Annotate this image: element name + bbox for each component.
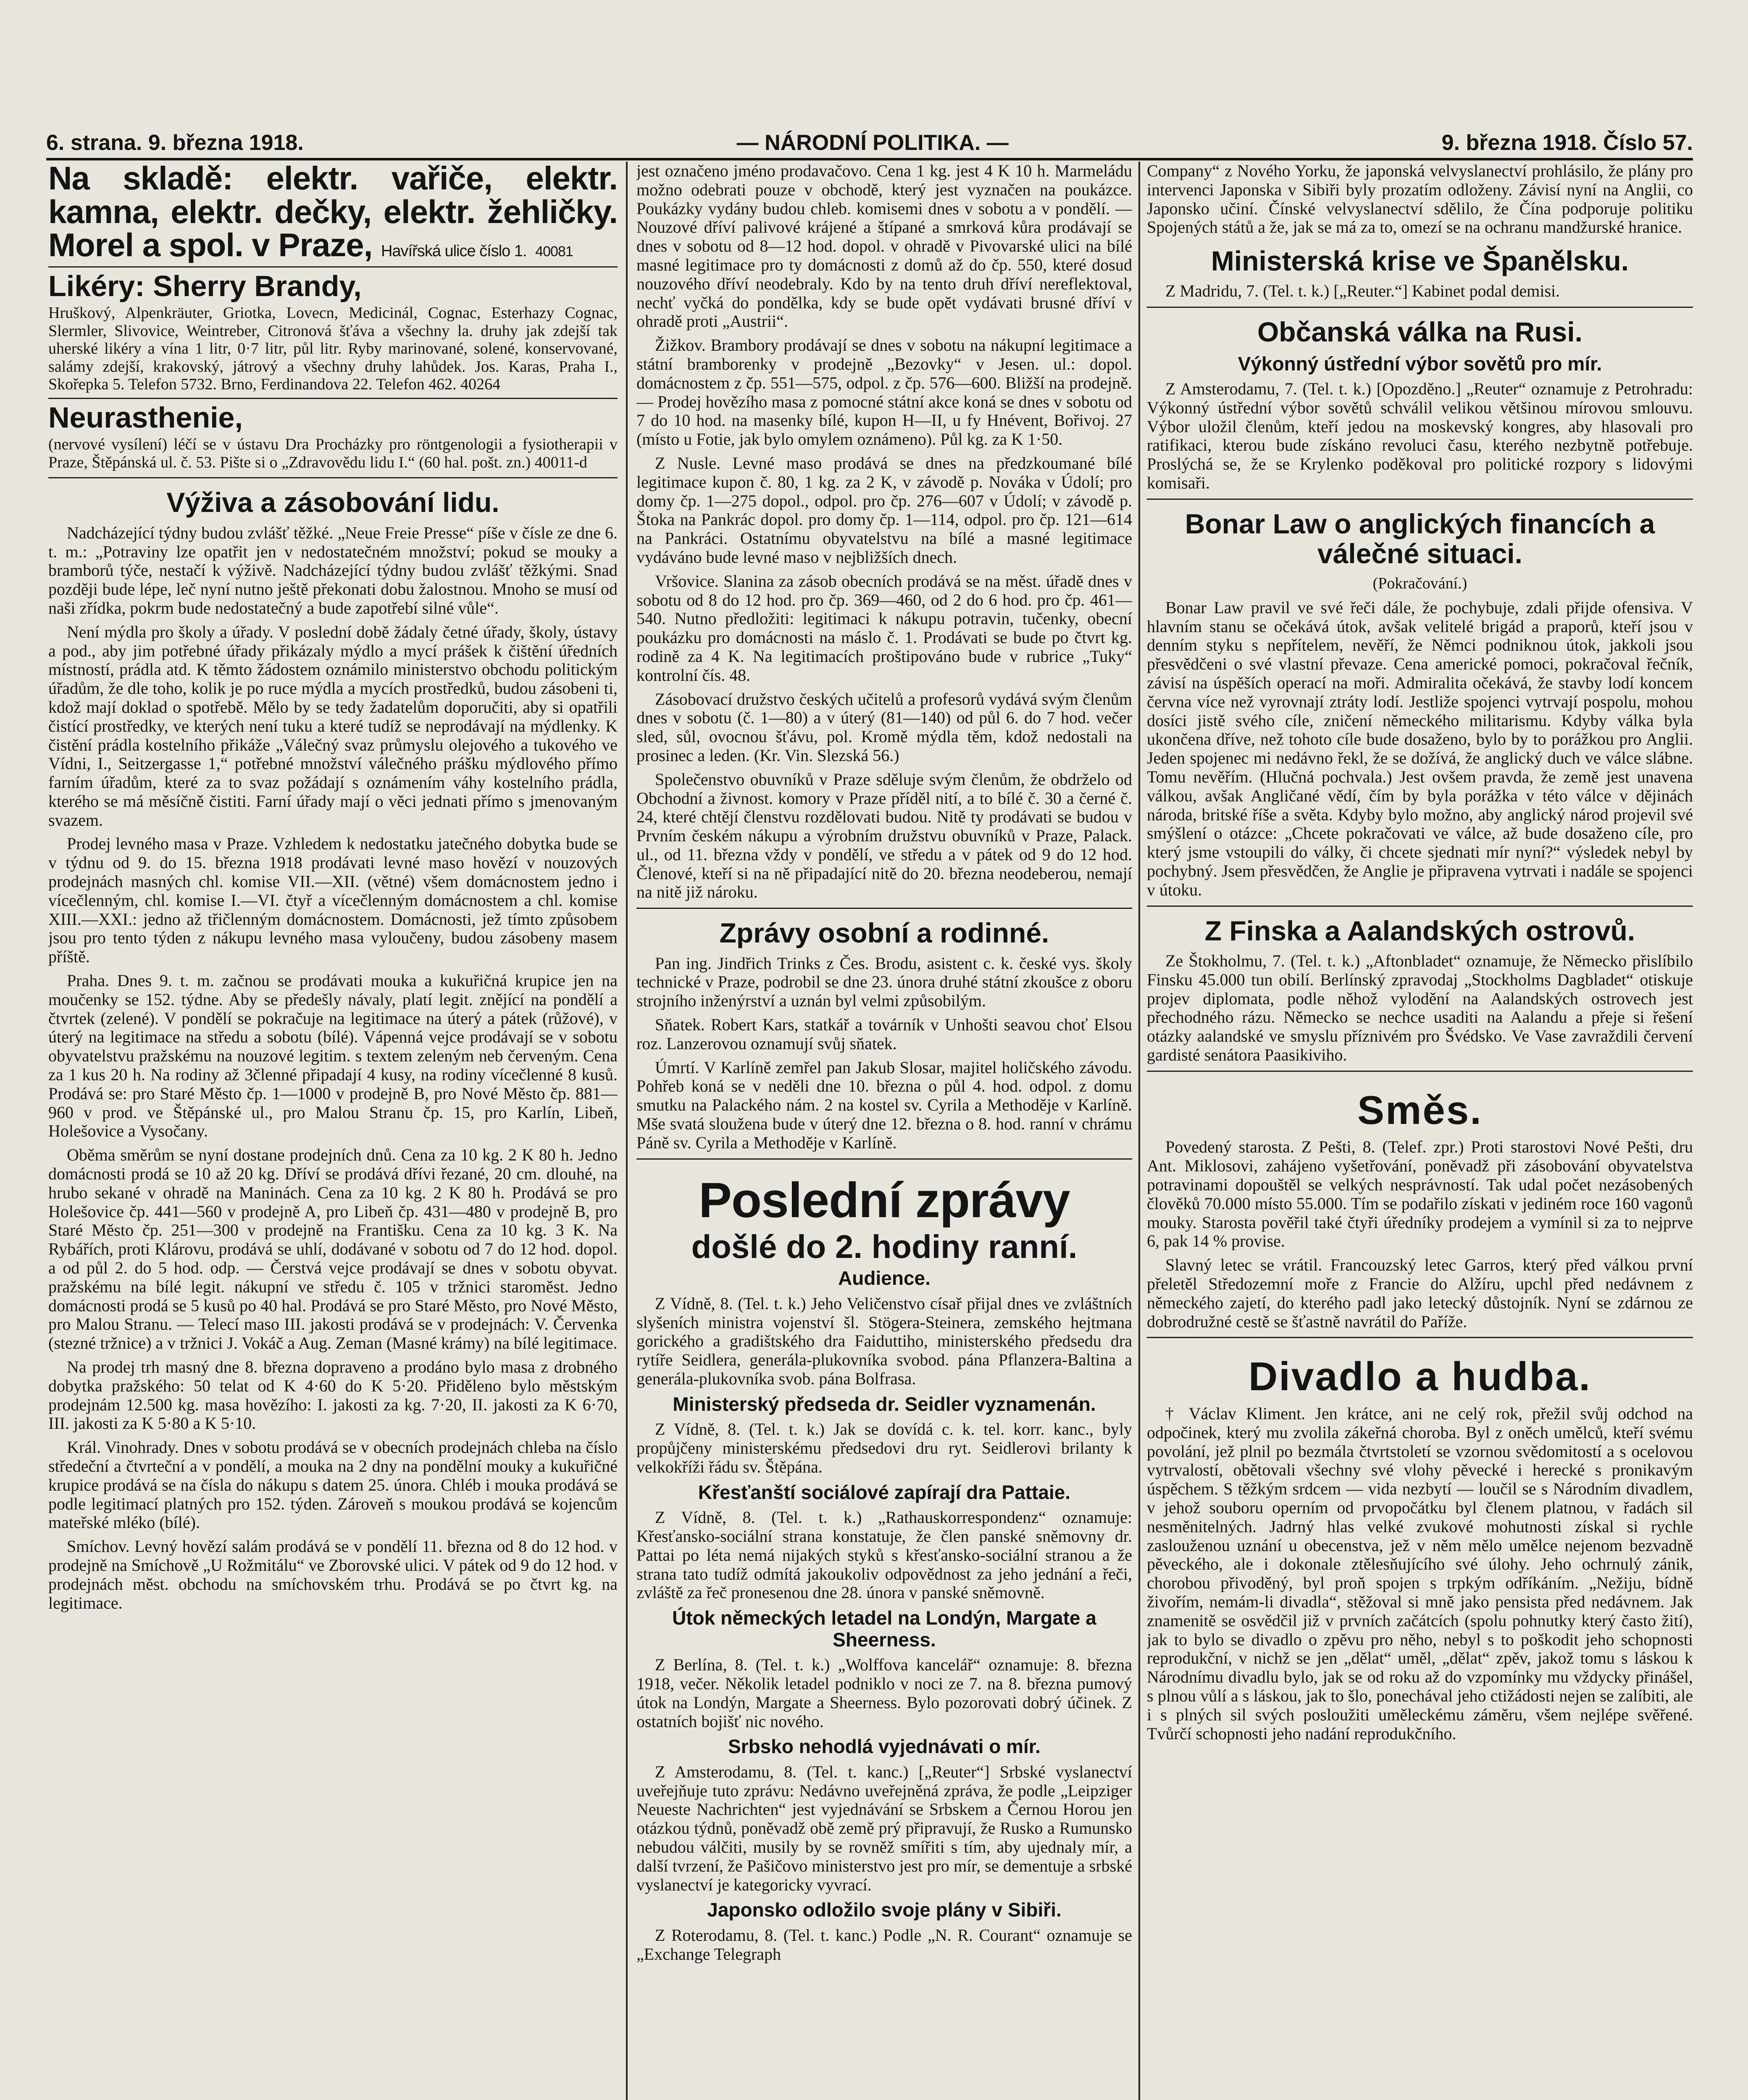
section-title-food-supply: Výživa a zásobování lidu.	[166, 487, 499, 518]
article-paragraph: Vršovice. Slanina za zásob obecních prodává se na měst. úřadě dnes v sobotu od 8 do 12 hod. pro čp. 369—460, od 2 do 6 hod. pro čp. 461—540. Nutno předložiti: legitimaci k nákupu potravin, tučenky, obecní poukázku pro domácnosti na máslo č. 1. Prodávati se bude po čtvrt kg. rodině za 4 K. Na legitimacích proštipováno bude v rubrice „Tuky“ kontrolní čís. 48.	[636, 571, 1132, 685]
column-3	[1147, 162, 1693, 2100]
continuation-note: (Pokračování.)	[1372, 575, 1467, 593]
divider	[1147, 1337, 1693, 1338]
headline-london: Útok německých letadel na Londýn, Margate a Sheerness.	[672, 1607, 1096, 1651]
section-title-misc: Směs.	[1357, 1087, 1483, 1133]
headline-seidler: Ministerský předseda dr. Seidler vyznamenán.	[673, 1393, 1096, 1415]
article-paragraph: Prodej levného masa v Praze. Vzhledem k nedostatku jatečného dobytka bude se v týdnu od 9. do 15. března 1918 prodávati levné maso hovězí v nouzových prodejnách masných chl. komise VII.—XII. (větné) všem domácnostem jedno i vícečlenným, chl. komise I.—VI. čtyř a vícečlenným domácnostem a chl. komise XIII.—XXI.: jedno až třičlenným domácnostem. Domácnosti, jež tímto způsobem jsou pro tento týden z nákupu levného masa vyloučeny, budou zásobeny masem příště.	[48, 834, 618, 966]
headline-spain: Ministerská krise ve Španělsku.	[1211, 245, 1629, 277]
divider	[1147, 307, 1693, 308]
article-paragraph: Slavný letec se vrátil. Francouzský letec Garros, který před válkou první přeletěl Středozemní moře z Francie do Alžíru, upchl před nedávnem z německého zajetí, do kterého padl jako letecký důstojník. Nyní se zdárnou ze dobrodružné cestě se šťastně navrátil do Paříže.	[1147, 1255, 1693, 1331]
article-paragraph: Z Vídně, 8. (Tel. t. k.) Jeho Veličenstvo císař přijal dnes ve zvláštních slyšeních ministra vojenství šl. Stögera-Steinera, zemského hejtmana gorického a gradištského dra Faiduttiho, ministerského předsedu dra rytíře Seidlera, generála-plukovníka svobod. pána Pflanzera-Baltina a generála-plukovníka svob. pána Bolfrasa.	[636, 1294, 1132, 1388]
divider	[48, 477, 618, 478]
article-paragraph: Praha. Dnes 9. t. m. začnou se prodávati mouka a kukuřičná krupice jen na moučenky se 152. týdne. Aby se předešly návaly, platí legit. znějící na pondělí a čtvrtek (zelené). V pondělí se pokračuje na legitimace na úterý a pátek (růžové), v úterý na legitimace na středu a sobotu (bílé). Vápenná vejce prodávají se v sobotu obyvatelstvu pražskému na nouzové legitim. s textem zeleným neb červeným. Cena za 1 kus 20 h. Na rodiny až 3členné připadají 4 kusy, na rodiny vícečlenné 8 kusů. Prodává se: pro Staré Město čp. 1—1000 v prodejně B, pro Nové Město čp. 881—960 v prod. ve Štěpánské ul., pro Malou Stranu čp. 15, pro Karlín, Libeň, Holešovice a Vysočany.	[48, 971, 618, 1141]
article-paragraph: Z Roterodamu, 8. (Tel. t. kanc.) Podle „N. R. Courant“ oznamuje se „Exchange Telegraph	[636, 1925, 1132, 1964]
article-paragraph: Pan ing. Jindřich Trinks z Čes. Brodu, asistent c. k. české vys. školy technické v Praze, podrobil se dne 23. února druhé státní zkoušce z oboru strojního inženýrství a uznán byl velmi způsobilým.	[636, 953, 1132, 1011]
headline-audience: Audience.	[838, 1267, 931, 1289]
article-paragraph: Z Vídně, 8. (Tel. t. k.) „Rathauskorrespondenz“ oznamuje: Křesťansko-sociální strana konstatuje, že člen panské sněmovny dr. Pattai po léta nemá nijakých styků s křesťansko-sociální stranou a že strana tato tudíž odmítá jakoukoliv odpovědnost za jeho jednání a řeči, zvláště za řeč pronesenou dne 28. února v panské sněmovně.	[636, 1508, 1132, 1602]
article-paragraph: Company“ z Nového Yorku, že japonská velvyslanectví prohlásilo, že plány pro intervenci Japonska v Sibiři byly prozatím odloženy. Závisí nyní na Anglii, co Japonsko učiní. Čínské velvyslanectví sdělilo, že Čína podporuje politiku Spojených států a že, jak se má za to, omezí se na ochranu mandžurské hranice.	[1147, 162, 1693, 237]
article-paragraph: Ze Štokholmu, 7. (Tel. t. k.) „Aftonbladet“ oznamuje, že Německo přislíbilo Finsku 45.000 tun obilí. Berlínský zpravodaj „Stockholms Dagbladet“ otiskuje projev diplomata, podle něhož vylodění na Aalandských ostrovech jest přechodného rázu. Německo se nechce usaditi na Aalandu a přeje si řešení otázky aalandské ve smyslu příznivém pro Švédsko. Ve Vase zavraždili červení gardisté senátora Paasikiviho.	[1147, 951, 1693, 1064]
divider	[1147, 1071, 1693, 1072]
headline-pattai: Křesťanští sociálové zapírají dra Pattaie.	[698, 1481, 1071, 1503]
divider	[1147, 499, 1693, 500]
advertisement-karas-title: Likéry: Sherry Brandy,	[48, 266, 618, 302]
article-paragraph: Král. Vinohrady. Dnes v sobotu prodává se v obecních prodejnách chleba na číslo středeční a čtvrteční a v pondělí, a mouka na 2 dny na pondělní mouky a kukuřičné krupice prodává se na čísla do nákupu s datem 25. února. Chléb i mouka prodává se podle legitimací platných pro 152. týden. Zároveň s moukou prodává se kojencům mateřské mléko (bílé).	[48, 1438, 618, 1532]
section-subtitle-latest-news: došlé do 2. hodiny ranní.	[691, 1228, 1078, 1265]
advertisement-neurasthenie-title: Neurasthenie,	[48, 398, 618, 433]
header-masthead: — NÁRODNÍ POLITIKA. —	[736, 131, 1009, 155]
article-paragraph: Žižkov. Brambory prodávají se dnes v sobotu na nákupní legitimace a státní bramborenky v prodejně „Bezovky“ v Jesen. ul.: dopol. domácnostem z čp. 551—575, odpol. z čp. 576—600. Bližší na prodejně. — Prodej hovězího masa z pomocné státní akce koná se dnes v sobotu od 7 do 10 hod. na masenky bílé, kupon H—II, u fy Hnévent, Bořivoj. 27 (místo u Fotie, jak bylo omylem oznámeno). Půl kg. za K 1·50.	[636, 336, 1132, 449]
section-title-theatre: Divadlo a hudba.	[1248, 1354, 1592, 1399]
headline-japan: Japonsko odložilo svoje plány v Sibiři.	[707, 1899, 1062, 1921]
section-title-latest-news: Poslední zprávy	[699, 1172, 1070, 1228]
article-paragraph: Nadcházející týdny budou zvlášť těžké. „Neue Freie Presse“ píše v čísle ze dne 6. t. m.: „Potraviny lze opatřit jen v nedostatečném množství; pokud se mouky a bramborů týče, nestačí k výživě. Nadcházející týdny budou zvlášť těžkými. Snad později bude lépe, leč nyní nutno ještě překonati dobu žalostnou. Mnoho se musí od naši zřídka, pokrm bude nedostatečný a bude zapotřebí silné vůle“.	[48, 523, 618, 617]
section-title-personal: Zprávy osobní a rodinné.	[719, 917, 1049, 949]
article-paragraph: Oběma směrům se nyní dostane prodejních dnů. Cena za 10 kg. 2 K 80 h. Jedno domácnosti prodá se 10 až 20 kg. Dříví se prodává dřívi řezané, 20 cm. dlouhé, na hrubo sekané v ohradě na Maninách. Cena za 10 kg. 2 K 80 h. Prodává se pro Holešovice čp. 441—560 v prodejně A, pro Libeň čp. 431—480 v prodejně B, pro Staré Město čp. 251—300 v prodejně na Františku. Cena za 10 kg. 3 K. Na Rybářích, proti Klárovu, prodává se uhlí, dodávané v sobotu od 7 do 12 hod. dopol. a od půl 2. do 5 hod. odp. — Čerstvá vejce prodávají se dnes v sobotu obyvat. pražskému na bílé legit. nákupní ve středu č. 105 v tržnici staroměst. Jedno domácnosti prodá se 5 kusů po 40 hal. Prodává se pro Staré Město, pro Nové Město, pro Malou Stranu. — Telecí maso III. jakosti prodává se v prodejnách: V. Červenka (stezné tržnice) a v tržnici J. Vokáč a Aug. Zeman (Masné krámy) na bílé legitimace.	[48, 1145, 618, 1353]
column-rule-2	[1138, 162, 1140, 2100]
article-paragraph: Z Vídně, 8. (Tel. t. k.) Jak se dovídá c. k. tel. korr. kanc., byly propůjčeny ministerskému předsedovi dru ryt. Seidlerovi brilanty k velkokříži řádu sv. Štěpána.	[636, 1420, 1132, 1476]
article-paragraph: Úmrtí. V Karlíně zemřel pan Jakub Slosar, majitel holičského závodu. Pohřeb koná se v neděli dne 10. března o půl 4. hod. odpol. z domu smutku na Palackého nám. 2 na kostel sv. Cyrila a Methoděje v Karlíně. Mše svatá sloužena bude v úterý dne 12. března o 8. hod. ranní v chrámu Páně sv. Cyrila a Methoděje v Karlíně.	[636, 1058, 1132, 1152]
headline-finland: Z Finska a Aalandských ostrovů.	[1204, 915, 1635, 946]
article-paragraph: † Václav Kliment. Jen krátce, ani ne celý rok, přežil svůj odchod na odpočinek, který mu zvolila zákeřná choroba. Byl z oněch umělců, kteří svému povolání, jež plnil po bezmála čtvrtstoletí se vzornou svědomitostí a s ocelovou vytrvalostí, obětovali všechny své vlohy pěvecké i herecké s pronikavým úspěchem. S těžkým srdcem — vida nezbytí — loučil se s Národním divadlem, v jehož souboru operním od prvopočátku byl členem platnou, v řadách sil nesměnitelných. Jadrný hlas velké zvukové mohutnosti získal si rychle zaslouženou uznání u obecenstva, jež v něm mělo umělce nejenom bezvadně pěveckého, ale i dokonale ztělesňujícího své úlohy. Jeho ochrnulý zánik, chorobou přivoděný, byl proň spojen s trpkým odříkáním. „Nežiju, bídně živořím, nemám-li divadla“, stěžoval si mně jako pensista před nedávnem. Jak znamenitě se osvědčil již v prvních začátcích (spolu pohnutky který často žití), jak to bylo se divadlo o zpěvu pro něho, nebyl s to poškodit jeho schopnosti reprodukční, v nichž se jen „dělat“ uměl, „dělat“ zpěv, jakož tomu s láskou k Národnímu divadlu bylo, jak se od roku až do vzpomínky mu vždycky přinášel, s plnou vůlí a s láskou, jak to šlo, ponechával jeho ctižádosti nejen se zalíbiti, ale i s plných sil svých posloužiti uměleckému záměru, všem nejlépe svěřené. Tvůrčí schopnosti jeho nadání reprodukčního.	[1147, 1404, 1693, 1743]
article-paragraph: Zásobovací družstvo českých učitelů a profesorů vydává svým členům dnes v sobotu (č. 1—80) a v úterý (81—140) od půl 6. do 7 hod. večer sled, sůl, ovocnou šťávu, pol. Kromě mýdla těm, kdož nedostali na prosinec a leden. (Kr. Vin. Slezská 56.)	[636, 689, 1132, 765]
article-paragraph: Na prodej trh masný dne 8. března dopraveno a prodáno bylo masa z drobného dobytka pražského: 50 telat od K 4·60 do K 5·20. Přiděleno bylo městským prodejnám 12.500 kg. masa hovězího: I. jakosti za kg. 7·20, II. jakosti za K 6·70, III. jakosti za K 5·80 a K 5·10.	[48, 1357, 618, 1433]
column-1	[48, 162, 618, 2100]
header-left: 6. strana. 9. března 1918.	[46, 131, 304, 155]
header-right: 9. března 1918. Číslo 57.	[1441, 131, 1693, 155]
article-paragraph: Z Amsterodamu, 8. (Tel. t. kanc.) [„Reuter“] Srbské vyslanectví uveřejňuje tuto zprávu: Nedávno uveřejněná zpráva, že podle „Leipziger Neueste Nachrichten“ jest vyjednávání se Srbskem a Černou Horou jen otázkou týdnů, poněvadž obě země prý připravují, že Rusko a Rumunsko nebudou válčiti, musily by se rovněž smířiti s tím, aby ujednaly mír, a další tvrzení, že Pašičovo ministerstvo jest pro mír, se dementuje a srbské vyslanectví je kategoricky vyvrací.	[636, 1762, 1132, 1894]
column-2	[636, 162, 1132, 2100]
divider	[636, 908, 1132, 909]
advertisement-morel: Na skladě: elektr. vařiče, elektr. kamna, elektr. dečky, elektr. žehličky. Morel a spol. v Praze, Havířská ulice číslo 1. 40081	[48, 162, 618, 264]
article-paragraph: Povedený starosta. Z Pešti, 8. (Telef. zpr.) Proti starostovi Nové Pešti, dru Ant. Miklosovi, zahájeno vyšetřování, poněvadž při zásobování obyvatelstva potravinami dopouštěl se velkých nesprávností. Tak udal počet nezásobených člověků 70.000 místo 55.000. Tím se podařilo získati v jediném roce 160 vagonů mouky. Starosta pověřil také čtyři úředníky prodejem a vymínil si za to nejprve 6, pak 14 % provise.	[1147, 1137, 1693, 1251]
advertisement-karas-text: Hruškový, Alpenkräuter, Griotka, Lovecn, Medicinál, Cognac, Esterhazy Cognac, Slermler, Slivovice, Weintreber, Citronová šťáva a všechny la. druhy jak zdejší tak uherské likéry a vína 1 litr, 0·7 litr, půl litr. Ryby marinované, solené, konservované, salámy zdejší, krakovský, játrový a všechny druhy lahůdek. Jos. Karas, Praha I., Skořepka 5. Telefon 5732. Brno, Ferdinandova 22. Telefon 462. 40264	[48, 304, 618, 394]
article-paragraph: Z Nusle. Levné maso prodává se dnes na předzkoumané bílé legitimace kupon č. 80, 1 kg. za 2 K, v závodě p. Nováka v Údolí; pro domy čp. 1—275 dopol., odpol. pro čp. 276—607 v Údolí; v závodě p. Štoka na Pankrác dopol. pro domy čp. 1—114, odpol. pro čp. 121—614 na Pankráci. Ostatnímu obyvatelstvu na bílé a masné legitimace vydáváno bude levné maso v nejbližších dnech.	[636, 453, 1132, 567]
headline-bonar-law: Bonar Law o anglických financích a válečné situaci.	[1185, 508, 1655, 570]
article-paragraph: jest označeno jméno prodavačovo. Cena 1 kg. jest 4 K 10 h. Marmeládu možno odebrati pouze v obchodě, který jest vyznačen na poukázce. Poukázky vydány budou chleb. komisemi dnes v sobotu a v pondělí. — Nouzové dříví palivové krájené a štípané a smrková kůra prodávají se dnes v sobotu od 8—12 hod. dopol. v ohradě v Pivovarské ulici na bílé masné legitimace pro ty domácnosti z domů až do čp. 550, které dosud nouzového dříví neodebraly. Kdo by na tento druh dříví nereflektoval, nechť vyčká do pondělka, kdy se bude opět vydávati brusné dříví v ohradě proti „Austrii“.	[636, 162, 1132, 331]
article-paragraph: Smíchov. Levný hovězí salám prodává se v pondělí 11. března od 8 do 12 hod. v prodejně na Smíchově „U Rožmitálu“ ve Zborovské ulici. V pátek od 9 do 12 hod. v prodejnách měst. obchodu na smíchovském trhu. Prodává se po čtvrt kg. na legitimace.	[48, 1537, 618, 1612]
article-paragraph: Společenstvo obuvníků v Praze sděluje svým členům, že obdrželo od Obchodní a živnost. komory v Praze příděl nití, a to bílé č. 30 a černé č. 24, které chtějí členstvu rozdělovati budou. Nitě ty prodávati se budou v Prvním českém nákupu a výrobním družstvu obuvníků v Praze, Palack. ul., od 11. března vždy v pondělí, ve středu a v pátek od 9 do 12 hod. Členové, kteří si na ně připadající nitě do 20. března neodeberou, nemají na nitě již nároku.	[636, 769, 1132, 902]
article-paragraph: Z Amsterodamu, 7. (Tel. t. k.) [Opozděno.] „Reuter“ oznamuje z Petrohradu: Výkonný ústřední výbor sovětů schválil velikou většinou mírovou smlouvu. Výbor uložil členům, kteří jedou na moskevský kongres, aby hlasovali pro ratifikaci, kterou bude získáno revoluci času, kterého nezbytně potřebuje. Proslýchá se, že se Krylenko poděkoval pro politické rozpory s lidovými komisaři.	[1147, 379, 1693, 493]
divider	[636, 1158, 1132, 1160]
headline-russia: Občanská válka na Rusi.	[1257, 316, 1583, 348]
divider	[1147, 906, 1693, 907]
headline-serbia: Srbsko nehodlá vyjednávati o mír.	[728, 1735, 1041, 1758]
advertisement-neurasthenie-text: (nervové vysílení) léčí se v ústavu Dra Procházky pro röntgenologii a fysiotherapii v Praze, Štěpánská ul. č. 53. Pište si o „Zdravovědu lidu I.“ (60 hal. pošt. zn.) 40011-d	[48, 436, 618, 471]
article-paragraph: Z Madridu, 7. (Tel. t. k.) [„Reuter.“] Kabinet podal demisi.	[1165, 281, 1560, 301]
column-rule-1	[626, 162, 628, 2100]
article-paragraph: Bonar Law pravil ve své řeči dále, že pochybuje, zdali přijde ofensiva. V hlavním stanu se očekává útok, avšak velitelé brigád a praporů, kteří jsou v denním styku s nepřítelem, nevěří, že Němci podniknou útok, jakkoli jsou přesvědčeni o své vlastní převaze. Cena americké pomoci, pokračoval řečník, závisí na úspěších operací na moři. Admiralita očekává, že stavby lodí koncem června více než vyrovnají ztráty lodí. Jestliže spojenci vytrvají pospolu, mohou dosíci jistě svého cíle, zničení německého militarismu. Kdyby válka byla ukončena dříve, než tohoto cíle bude dosaženo, bylo by to porážkou pro Anglii. Jeden spojenec mi nedávno řekl, že se dožívá, že anglický duch ve válce slábne. Tomu nevěřím. (Hlučná pochvala.) Jest ovšem pravda, že země jest unavena válkou, avšak Angličané vědí, čím by byla porážka v této válce v dějinách národa, britské říše a světa. Kdyby bylo možno, aby anglický národ projevil své smýšlení o otázce: „Chcete pokračovati ve válce, až bude dosaženo cíle, pro který jsme vstoupili do války, či chcete sjednati mír nyní?“ výsledek nebyl by pochybný. Jsem přesvědčen, že Anglie je připravena vytrvati i nadále se spojenci v útoku.	[1147, 598, 1693, 899]
article-paragraph: Není mýdla pro školy a úřady. V poslední době žádaly četné úřady, školy, ústavy a pod., aby jim potřebné úřady přikázaly mýdlo a mycí prášek k čištění úředních místností, prádla atd. K těmto žádostem oznámilo ministerstvo obchodu politickým úřadům, že dle toho, kolik je po ruce mýdla a mycích prostředků, budou zásobeni ti, kdož mají doklad o spotřebě. Mělo by se tedy žadatelům doporučiti, aby si opatřili čistící prostředky, ve kterých není tuku a které tudíž se neprodávají na mýdlenky. K čistění prádla kostelního přikáže „Válečný svaz průmyslu olejového a tukového ve Vídni, I., Seitzergasse 1,“ potřebné množství válečného prášku mýdlového přímo farním úřadům, které za to svaz požádají s oznámením váhy kostelního prádla, kterého se má měsíčně čistiti. Farní úřady mají o věci jednati přímo s jmenovaným svazem.	[48, 622, 618, 830]
article-paragraph: Sňatek. Robert Kars, statkář a továrník v Unhošti seavou choť Elsou roz. Lanzerovou oznamují svůj sňatek.	[636, 1015, 1132, 1053]
page-header	[46, 126, 1693, 160]
article-paragraph: Z Berlína, 8. (Tel. t. k.) „Wolffova kancelář“ oznamuje: 8. března 1918, večer. Několik letadel podniklo v noci ze 7. na 8. března pumový útok na Londýn, Margate a Sheerness. Bylo pozorovati dobrý účinek. Z ostatních bojišť nic nového.	[636, 1655, 1132, 1731]
subheadline-russia: Výkonný ústřední výbor sovětů pro mír.	[1238, 352, 1602, 375]
